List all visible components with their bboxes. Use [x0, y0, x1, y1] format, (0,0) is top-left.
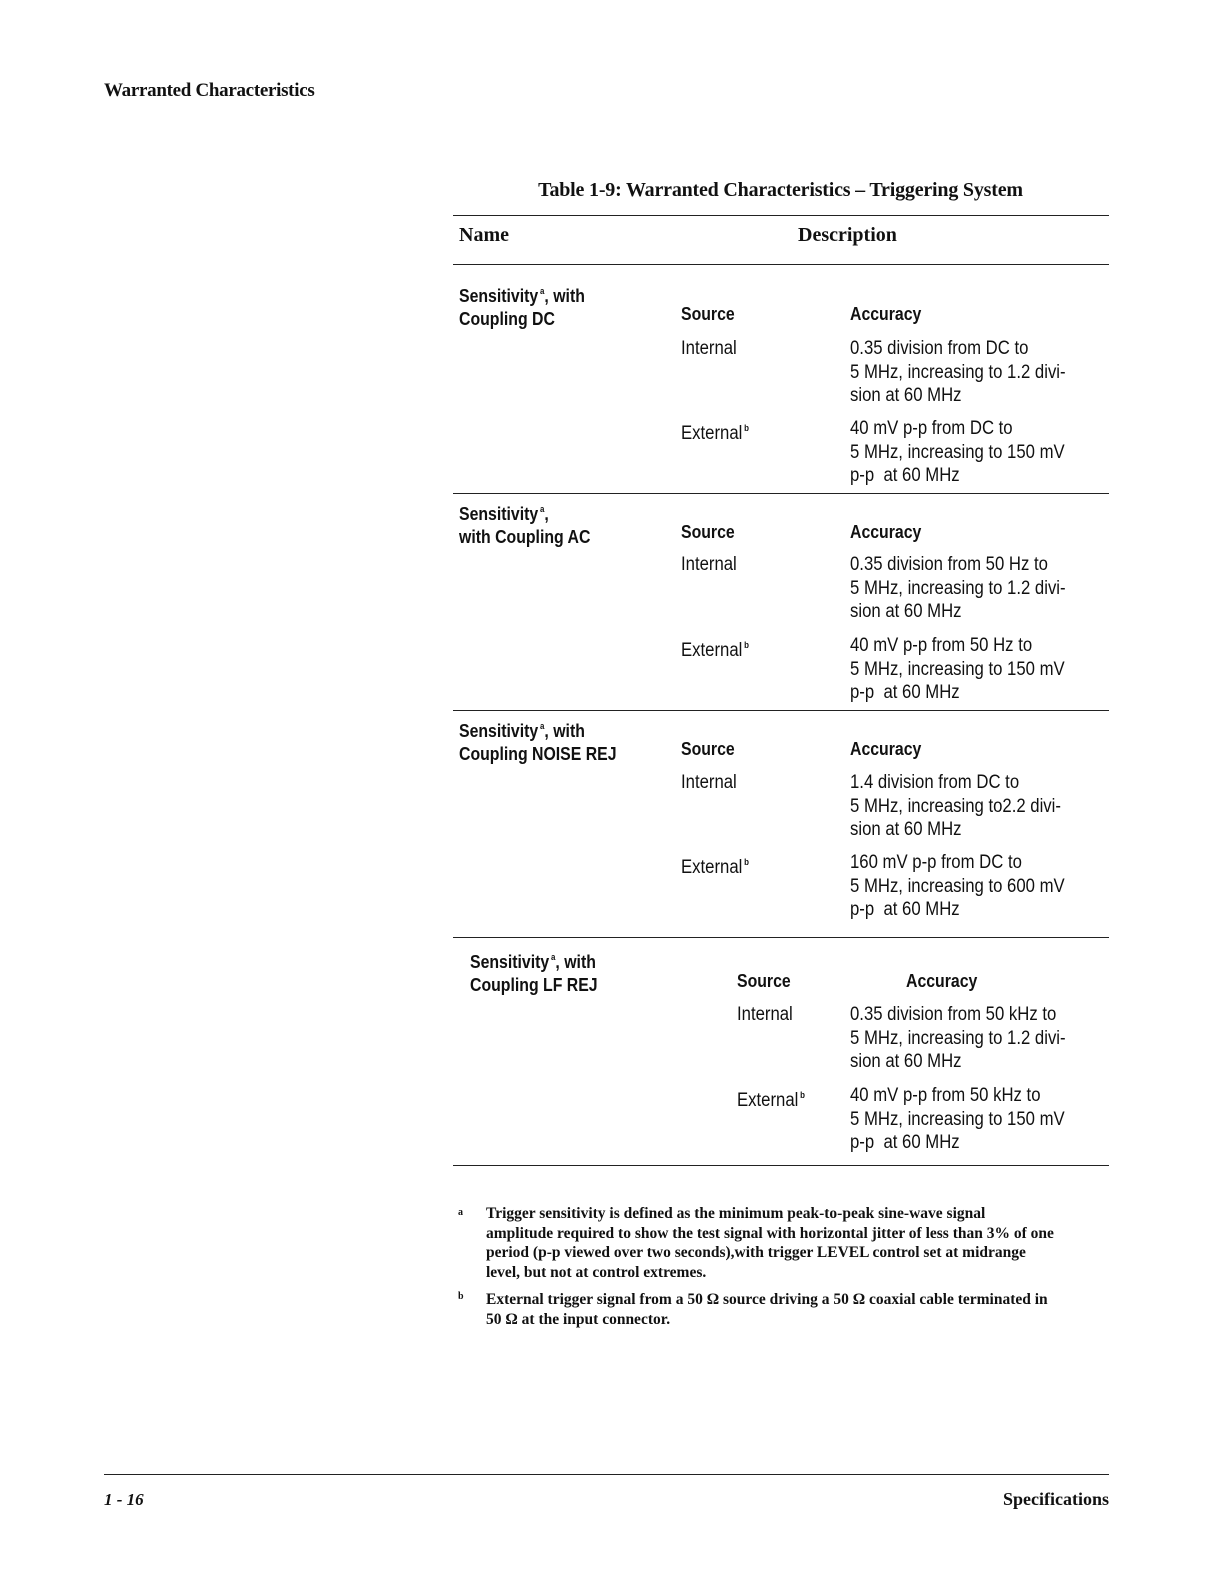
external-label: External $^b$ [681, 857, 749, 878]
row-name: Sensitivity $^a$, with Coupling LF REJ [470, 952, 598, 995]
accuracy-label: Accuracy [850, 739, 922, 759]
external-value: 160 mV p-p from DC to 5 MHz, increasing to 600 mV p-p at 60 MHz [850, 852, 1065, 920]
footnote-marker: b [458, 1291, 464, 1302]
source-label: Source [737, 971, 791, 991]
accuracy-label: Accuracy [906, 971, 978, 991]
external-label: External $^b$ [681, 423, 749, 444]
column-header-name: Name [459, 224, 509, 246]
row-divider [453, 493, 1109, 494]
footer-rule [104, 1474, 1109, 1475]
source-label: Source [681, 304, 735, 324]
internal-value: 1.4 division from DC to 5 MHz, increasing to2.2 divi- sion at 60 MHz [850, 772, 1061, 840]
header-bottom-rule [453, 264, 1109, 265]
row-name: Sensitivity $^a$, with Coupling NOISE REJ [459, 721, 617, 764]
source-label: Source [681, 522, 735, 542]
accuracy-label: Accuracy [850, 304, 922, 324]
internal-value: 0.35 division from DC to 5 MHz, increasing to 1.2 divi- sion at 60 MHz [850, 338, 1066, 406]
row-name: Sensitivity $^a$, with Coupling AC [459, 504, 591, 547]
internal-value: 0.35 division from 50 Hz to 5 MHz, increasing to 1.2 divi- sion at 60 MHz [850, 554, 1066, 622]
internal-label: Internal [681, 554, 737, 575]
external-value: 40 mV p-p from 50 Hz to 5 MHz, increasing to 150 mV p-p at 60 MHz [850, 635, 1065, 703]
table-caption: Table 1-9: Warranted Characteristics – Triggering System [538, 179, 1023, 201]
column-header-description: Description [798, 224, 897, 246]
external-value: 40 mV p-p from DC to 5 MHz, increasing to 150 mV p-p at 60 MHz [850, 418, 1065, 486]
external-label: External $^b$ [681, 640, 749, 661]
source-label: Source [681, 739, 735, 759]
footnote-marker: a [458, 1207, 463, 1218]
accuracy-label: Accuracy [850, 522, 922, 542]
internal-label: Internal [737, 1004, 793, 1025]
external-value: 40 mV p-p from 50 kHz to 5 MHz, increasing to 150 mV p-p at 60 MHz [850, 1085, 1065, 1153]
row-divider [453, 937, 1109, 938]
external-label: External $^b$ [737, 1090, 805, 1111]
internal-label: Internal [681, 772, 737, 793]
internal-label: Internal [681, 338, 737, 359]
footnote-text: External trigger signal from a 50 Ω source driving a 50 Ω coaxial cable terminated in 50 Ω at the input connector. [486, 1291, 1048, 1328]
internal-value: 0.35 division from 50 kHz to 5 MHz, increasing to 1.2 divi- sion at 60 MHz [850, 1004, 1066, 1072]
page-number: 1 - 16 [104, 1490, 144, 1509]
running-head: Warranted Characteristics [104, 80, 315, 101]
table-top-rule [453, 215, 1109, 216]
footnote-text: Trigger sensitivity is defined as the minimum peak-to-peak sine-wave signal amplitude required to show the test signal with horizontal jitter of less than 3% of one period (p-p viewed over two seconds),with trigger LEVEL control set at midrange level, but not at control extremes. [486, 1205, 1054, 1281]
row-divider [453, 710, 1109, 711]
footer-title: Specifications [1003, 1489, 1109, 1509]
row-name: Sensitivity $^a$, with Coupling DC [459, 286, 585, 329]
table-bottom-rule [453, 1165, 1109, 1166]
